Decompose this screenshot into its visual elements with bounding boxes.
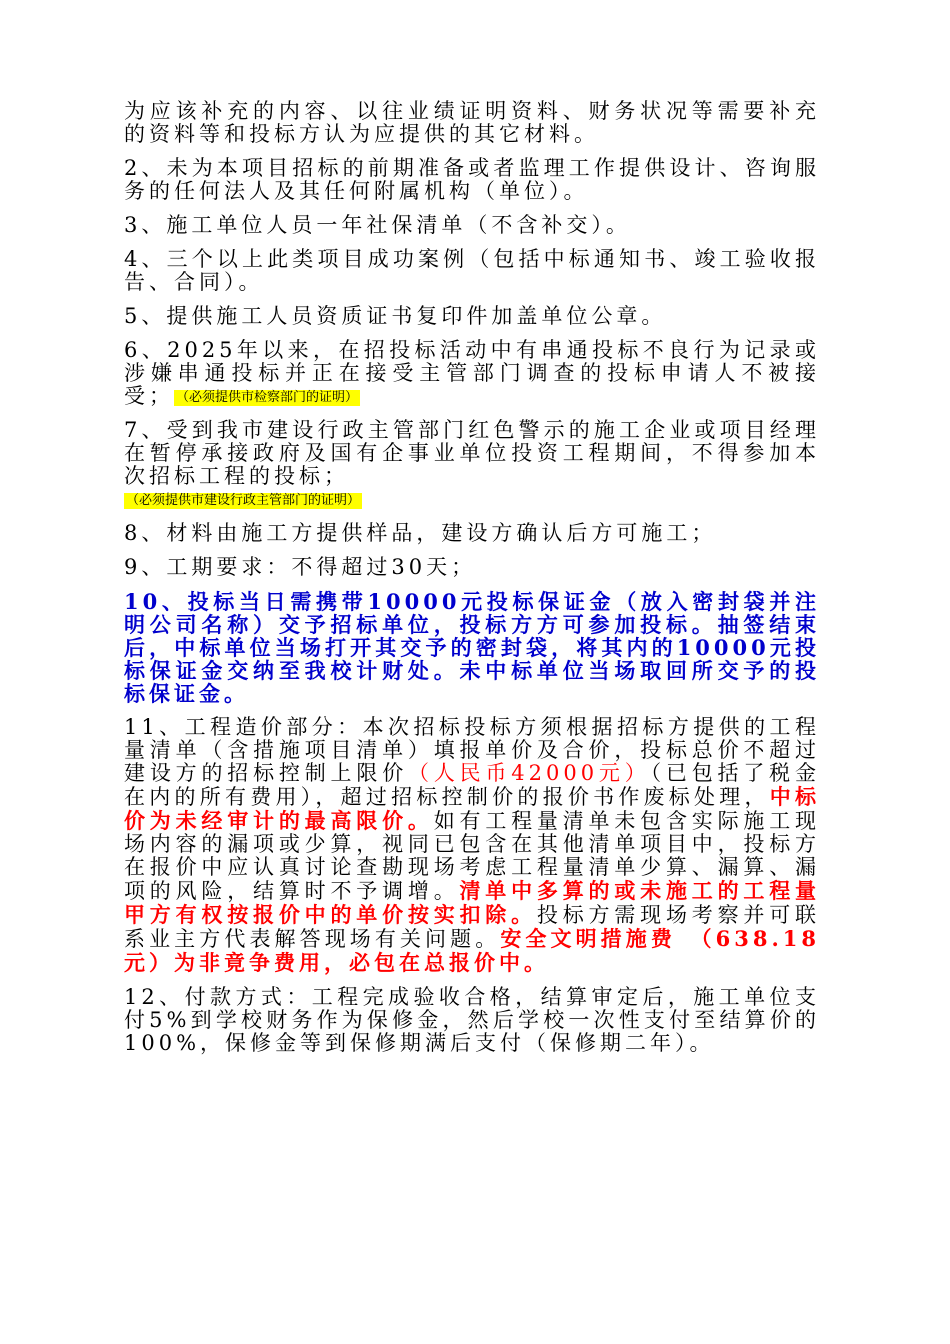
paragraph-item-5: 5、提供施工人员资质证书复印件加盖单位公章。 [124, 304, 667, 328]
paragraph-item-2: 2、未为本项目招标的前期准备或者监理工作提供设计、咨询服务的任何法人及其任何附属机构（单位）。 [124, 156, 820, 203]
item-11-price-cap: （人民币42000元） [408, 761, 651, 785]
paragraph-item-8: 8、材料由施工方提供样品，建设方确认后方可施工； [124, 521, 717, 545]
paragraph-item-4: 4、三个以上此类项目成功案例（包括中标通知书、竣工验收报告、合同）。 [124, 247, 820, 294]
paragraph-item-7 [124, 419, 820, 511]
item-11-safety-fee-note: 安全文明措施费 （638.18元）为非竟争费用，必包在总报价中。 [124, 926, 820, 975]
item-11-max-price-note: 中标价为未经审计的最高限价。 [124, 784, 821, 833]
item-7-text: 7、受到我市建设行政主管部门红色警示的施工企业或项目经理在暂停承接政府及国有企事业单位投资工程期间，不得参加本次招标工程的投标； [124, 418, 820, 488]
paragraph-item-6 [124, 339, 820, 408]
paragraph-item-11-pricing [124, 716, 820, 975]
item-11-text-c: （已包括了税金在内的所有费用），超过招标控制价的报价书作废标处理， [124, 761, 820, 809]
paragraph-item-12-payment: 12、付款方式：工程完成验收合格，结算审定后，施工单位支付5%到学校财务作为保修金，然后学校一次性支付至结算价的100%，保修金等到保修期满后支付（保修期二年）。 [124, 985, 821, 1055]
paragraph-item-3: 3、施工单位人员一年社保清单（不含补交）。 [124, 213, 631, 237]
item-6-text: 6、2025年以来，在招投标活动中有串通投标不良行为记录或涉嫌串通投标并正在接受主管部门调查的投标申请人不被接受； [124, 338, 820, 408]
item-7-highlight-note: （必须提供市建设行政主管部门的证明） [126, 493, 361, 508]
item-11-text-a: 11、工程造价部分：本次招标投标方须根据招标方提供的工程量清单（含措施项目清单）填报单价及合价，投标总价不超过建设方的招标控制上限价 [124, 715, 820, 785]
paragraph-intro: 为应该补充的内容、以往业绩证明资料、财务状况等需要补充的资料等和投标方认为应提供的其它材料。 [124, 99, 820, 146]
paragraph-item-10-deposit: 10、投标当日需携带10000元投标保证金（放入密封袋并注明公司名称）交予招标单位，投标方方可参加投标。抽签结束后，中标单位当场打开其交予的密封袋，将其内的10000元投标保证金交纳至我校计财处。未中标单位当场取回所交予的投标保证金。 [124, 589, 820, 706]
paragraph-item-9: 9、工期要求：不得超过30天； [124, 555, 477, 579]
item-11-deduction-note: 清单中多算的或未施工的工程量甲方有权按报价中的单价按实扣除。 [124, 878, 820, 927]
item-11-text-g: 投标方需现场考察并可联系业主方代表解答现场有关问题。 [124, 903, 820, 951]
item-11-text-e: 如有工程量清单未包含实际施工现场内容的漏项或少算，视同已包含在其他清单项目中，投标方在报价中应认真讨论查勘现场考虑工程量清单少算、漏算、漏项的风险，结算时不予调增。 [124, 809, 821, 903]
document-page [124, 100, 820, 1066]
item-6-highlight-note: （必须提供市检察部门的证明） [176, 389, 359, 405]
